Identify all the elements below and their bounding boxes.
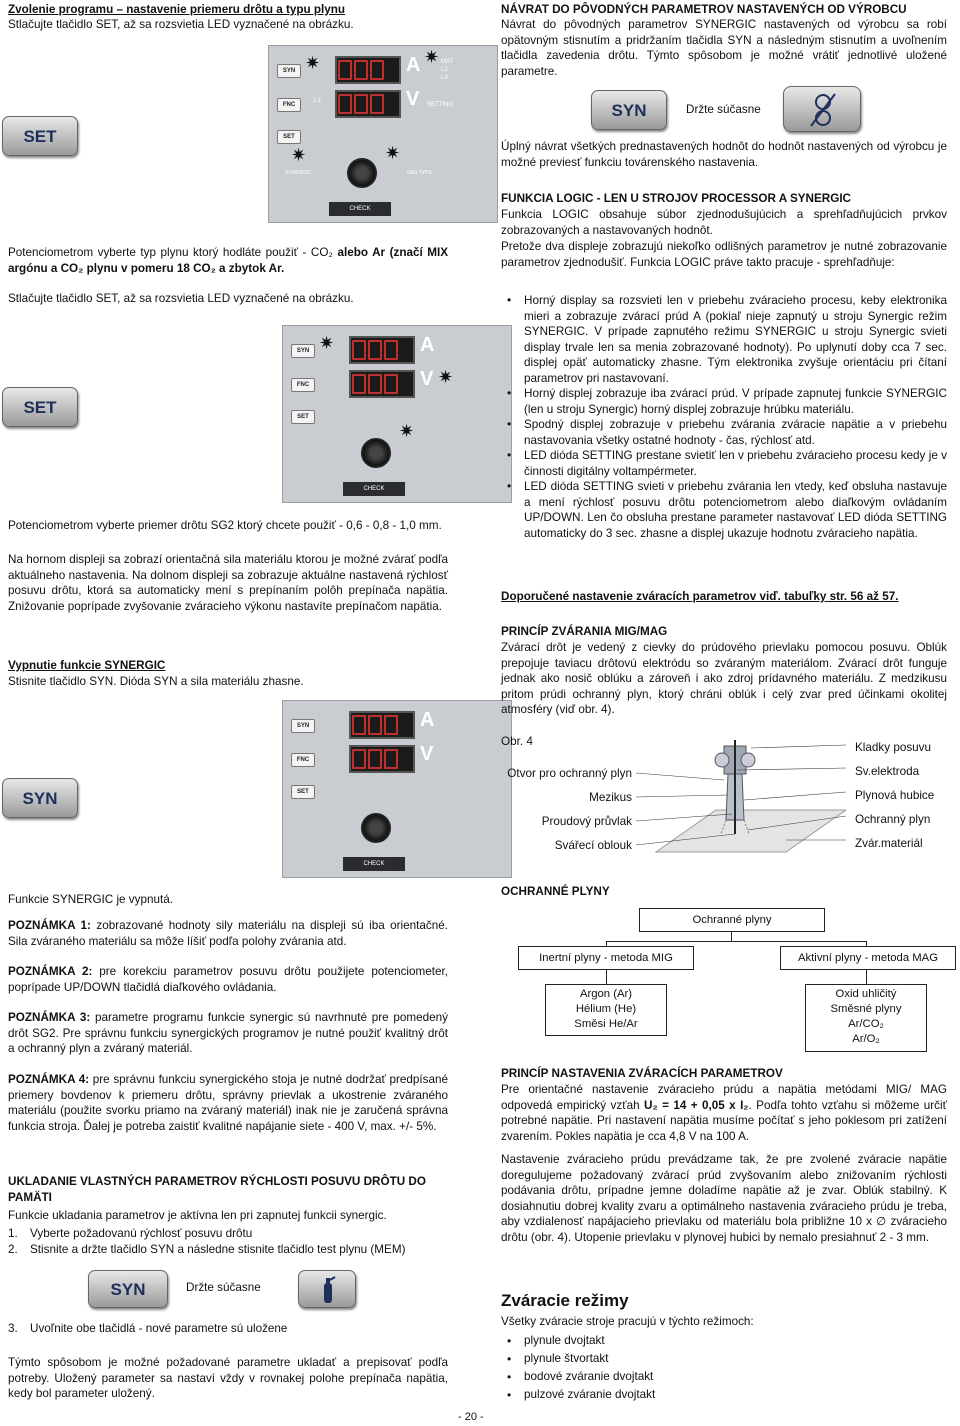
- fig-label: Ochranný plyn: [855, 813, 931, 826]
- left-paragraph-1: Stlačujte tlačidlo SET, až sa rozsvietia LED vyznačené na obrázku.: [8, 18, 354, 31]
- control-panel-3: [282, 700, 512, 878]
- note-1: POZNÁMKA 1: zobrazované hodnoty sily materiálu na displeji sú iba orientačné. Sila zváraného materiálu sa môže líšiť podľa polohy zvárania atd.: [8, 919, 448, 948]
- gas-root-box: Ochranné plyny: [639, 908, 825, 932]
- wire-feed-icon: [784, 87, 862, 133]
- list-item: • plynule dvojtakt: [501, 1332, 947, 1350]
- volt-label: V: [406, 88, 420, 110]
- synergic-label: SYNERGIC: [285, 170, 312, 176]
- top-display: [349, 711, 415, 739]
- setting-label: SETTING: [427, 102, 454, 108]
- right-paragraph-2: Úplný návrat všetkých prednastavených hodnôt do hodnôt nastavených od výrobcu je možné previesť funkciu továrenského nastavenia.: [501, 140, 947, 169]
- right-paragraph-6: Pre orientačné nastavenie zváracieho prúdu a napätia metódami MIG/ MAG odpovedá empirický vzťah U₂ = 14 + 0,05 x I₂. Podľa tohto vzťahu si môžeme určiť potrebné napätie. Pri nastavení napätia musíme počítať s jeho poklesom pri zatížení zvarením. Pokles napätia je cca 4,8 V na 100 A.: [501, 1083, 948, 1143]
- page-number: - 20 -: [458, 1411, 484, 1423]
- left-paragraph-3: Stlačujte tlačidlo SET, až sa rozsvietia LED vyznačené na obrázku.: [8, 292, 354, 305]
- amp-label: A: [420, 334, 435, 356]
- left-paragraph-6: Stisnite tlačidlo SYN. Dióda SYN a sila materiálu zhasne.: [8, 675, 304, 688]
- gas-active-list: Oxid uhličitý Směsné plyny Ar/CO₂ Ar/O₂: [805, 984, 927, 1052]
- right-heading-5: PRINCÍP NASTAVENIA ZVÁRACÍCH PARAMETROV: [501, 1067, 783, 1080]
- note-2: POZNÁMKA 2: pre korekciu parametrov posuvu drôtu použijete potenciometer, poprípade UP/DOWN tlačidlá diaľkového ovládania.: [8, 965, 448, 994]
- wire-feed-button[interactable]: [783, 86, 861, 132]
- list-item: • Spodný displej zobrazuje v priebehu zvárania zváracie napätie a v priebehu nastavovania všetky ostatné hodnoty - čas, rýchlosť atd.: [501, 417, 947, 448]
- connector: [606, 941, 866, 942]
- panel-syn-button[interactable]: SYN: [277, 64, 301, 78]
- right-paragraph-5: Zvárací drôt je vedený z cievky do prúdového prievlaku pomocou posuvu. Oblúk prepojuje taviacu drôtovú elektródu so zváraným materiálom. Zvárací drôt funguje jednak ako nosič oblúku a zároveň i ako zdroj prídavného materiálu. Z medzikusu pritom prúdi ochranný plyn, ktorý chráni oblúk i celý zvar pred účinkami okolitej atmosféry (viď obr. 4).: [501, 641, 947, 716]
- potentiometer-knob[interactable]: [361, 813, 391, 843]
- top-display: [335, 56, 401, 84]
- fig-label: Mezikus: [589, 791, 632, 804]
- left-heading-1: Zvolenie programu – nastavenie priemeru drôtu a typu plynu: [8, 3, 346, 16]
- right-paragraph-8: Všetky zváracie stroje pracujú v týchto režimoch:: [501, 1315, 754, 1328]
- right-heading-1: NÁVRAT DO PÔVODNÝCH PARAMETROV NASTAVENÝCH OD VÝROBCU: [501, 3, 907, 16]
- figure-left-labels: [496, 762, 632, 858]
- panel-set-button[interactable]: SET: [277, 130, 301, 144]
- list-item: • bodové zváranie dvojtakt: [501, 1368, 947, 1386]
- left-paragraph-2: Potenciometrom vyberte typ plynu ktorý hodláte použiť - CO₂ alebo Ar (značí MIX argónu a CO₂ plynu v pomeru 18 CO₂ a zbytok Ar.: [8, 246, 448, 275]
- mat-labels: MAT L2 L3: [441, 59, 454, 81]
- volt-label: V: [420, 368, 434, 390]
- right-heading-6: Zváracie režimy: [501, 1291, 629, 1310]
- list-item: • LED dióda SETTING svieti v priebehu zvárania len vtedy, keď obsluha nastavuje a mení rýchlosť posuvu drôtu potenciometrom alebo diaľkovým ovládaním UP/DOWN. Len čo obsluha prestane parameter nastavovať LED dióda SETTING automaticky do 3 sec. zhasne a displej ukazuje hodnotu zváracieho napätia.: [501, 479, 947, 541]
- step-3: 3. Uvoľnite obe tlačidlá - nové parametre sú uložene: [8, 1322, 288, 1335]
- set-button-large[interactable]: SET: [2, 116, 78, 156]
- note-4: POZNÁMKA 4: pre správnu funkciu synergického stoja je nutné dodržať predpísané priemery bovdenov k priemeru drôtu, správny prievlak a ukostrenie zváraného materiálu (použite svorku priamo na zváraný materiál) inak nie je zaručená správna funkcia stroja. Ďalej je potreba zaistiť kvalitné napájanie siete - 400 V, max. +/- 5%.: [8, 1073, 448, 1133]
- list-item: • Horný display sa rozsvieti len v priebehu zváracieho procesu, keby elektronika mieri a zobrazuje zvárací prúd A (pokiaľ nieje zapnutý u stroju Synergic režim SYNERGIC. V prípade zapnutého režimu SYNERGIC u stroju Synergic svieti display trvale len sa menia zobrazované hodnoty). Po uplynutí doby cca 7 sec. displej opäť automaticky zhasne. Tým elektronika zvyšuje orientáciu pri čítaní parametrov pri nastavovaní.: [501, 293, 947, 386]
- right-heading-3: PRINCÍP ZVÁRANIA MIG/MAG: [501, 625, 668, 638]
- modes-list: [501, 1332, 947, 1404]
- note-3: POZNÁMKA 3: parametre programu funkcie synergic sú navrhnuté pre pomedený drôt SG2. Pre správnu funkciu synergických programov je nutné použiť kvalitný drôt a ochranný plyn a zváraný materiál.: [8, 1011, 448, 1055]
- list-item: • LED dióda SETTING prestane svietiť len v priebehu zváracieho procesu kedy je v činnosti digitálny voltampérmeter.: [501, 448, 947, 479]
- syn-button-large[interactable]: SYN: [2, 778, 78, 818]
- gas-test-button[interactable]: [298, 1270, 356, 1308]
- amp-label: A: [406, 54, 421, 76]
- gastype-label: GAS TYPE: [407, 170, 432, 176]
- amp-label: A: [420, 709, 435, 731]
- led-star-icon: ✷: [438, 367, 454, 387]
- left-paragraph-8: Funkcie ukladania parametrov je aktívna len pri zapnutej funkcii synergic.: [8, 1209, 387, 1222]
- check-bar: CHECK: [343, 857, 405, 871]
- led-star-icon: ✷: [385, 143, 401, 163]
- panel-fnc-button[interactable]: FNC: [291, 753, 315, 767]
- control-panel-2: [282, 325, 512, 503]
- fig-label: Proudový průvlak: [541, 815, 632, 828]
- right-paragraph-4: Pretože dva displeje zobrazujú niekoľko odlišných parametrov je nutné zobrazovanie parametrov zjednodušiť. Funkcia LOGIC práve takto pracuje - sprehľadňuje:: [501, 240, 947, 269]
- bottom-display: [349, 370, 415, 398]
- gas-active-box: Aktivní plyny - metoda MAG: [780, 946, 956, 970]
- bottom-display: [349, 745, 415, 773]
- fig-label: Kladky posuvu: [855, 741, 932, 754]
- hold-label-right: Držte súčasne: [686, 103, 761, 116]
- left-paragraph-4: Potenciometrom vyberte priemer drôtu SG2 ktorý chcete použiť - 0,6 - 0,8 - 1,0 mm.: [8, 519, 442, 532]
- right-heading-4: OCHRANNÉ PLYNY: [501, 885, 610, 898]
- led-star-icon: ✷: [305, 53, 321, 73]
- set-button-large[interactable]: SET: [2, 387, 78, 427]
- list-item: 1. Vyberte požadovanú rýchlosť posuvu drôtu: [8, 1227, 253, 1240]
- welding-torch-diagram: [636, 740, 846, 855]
- control-panel-1: [268, 45, 498, 223]
- left-paragraph-7: Funkcie SYNERGIC je vypnutá.: [8, 893, 173, 906]
- fig-label: Plynová hubice: [855, 789, 935, 802]
- fig-label: Zvár.materiál: [855, 837, 923, 850]
- top-display: [349, 336, 415, 364]
- list-item: • pulzové zváranie dvojtakt: [501, 1386, 947, 1404]
- bottom-display: [335, 90, 401, 118]
- gas-inert-list: Argon (Ar) Hélium (He) Směsi He/Ar: [545, 984, 667, 1036]
- gas-cylinder-icon: [299, 1271, 357, 1309]
- right-paragraph-3: Funkcia LOGIC obsahuje súbor zjednodušujúcich a sprehľadňujúcich prvkov zobrazovaných a nastavovaných hodnôt.: [501, 208, 947, 237]
- dot-indicators: 1.1: [313, 98, 322, 104]
- figure-label: Obr. 4: [501, 735, 533, 748]
- fig-label: Sv.elektroda: [855, 765, 920, 778]
- left-heading-3: UKLADANIE VLASTNÝCH PARAMETROV RÝCHLOSTI POSUVU DRÔTU DO PAMÄTI: [8, 1175, 426, 1204]
- right-heading-2: FUNKCIA LOGIC - LEN U STROJOV PROCESSOR A SYNERGIC: [501, 192, 852, 205]
- list-item: • plynule štvortakt: [501, 1350, 947, 1368]
- panel-fnc-button[interactable]: FNC: [291, 378, 315, 392]
- led-star-icon: ✷: [424, 47, 440, 67]
- gas-inert-box: Inertní plyny - metoda MIG: [518, 946, 694, 970]
- connector: [866, 970, 867, 984]
- right-paragraph-1: Návrat do pôvodných parametrov SYNERGIC nastavených od výrobcu sa robí opätovným stisnutím a pridržaním tlačidla SYN a následným stisnutím a uvoľnením tlačidla zavedenia drôtu. Týmto spôsobom je možné vrátiť jednotlivé uložené parametre.: [501, 18, 947, 78]
- check-bar: CHECK: [329, 202, 391, 216]
- check-bar: CHECK: [343, 482, 405, 496]
- steps-list: [8, 1226, 448, 1257]
- left-heading-2: Vypnutie funkcie SYNERGIC: [8, 659, 166, 672]
- panel-syn-button[interactable]: SYN: [291, 719, 315, 733]
- left-paragraph-5: Na hornom displeji sa zobrazí orientačná sila materiálu ktorou je možné zvárať podľa aktuálneho nastavenia. Na dolnom displeji sa zobrazuje aktuálne nastavená rýchlosť posuvu drôtu, ktorá sa automaticky mení s prepínaním polôh prepínača napätia. Znižovanie poprípade zvyšovanie zváracieho výkonu nastavíte prepínačom napätia.: [8, 553, 448, 613]
- led-star-icon: ✷: [291, 145, 307, 165]
- connector: [606, 970, 607, 984]
- fig-label: Svářecí oblouk: [554, 839, 632, 852]
- syn-button-right[interactable]: SYN: [591, 90, 667, 130]
- hold-label-left: Držte súčasne: [186, 1281, 261, 1294]
- panel-set-button[interactable]: SET: [291, 410, 315, 424]
- syn-button-small[interactable]: SYN: [88, 1270, 168, 1308]
- volt-label: V: [420, 743, 434, 765]
- led-star-icon: ✷: [399, 421, 415, 441]
- fig-label: Otvor pro ochranný plyn: [507, 767, 632, 780]
- left-paragraph-9: Týmto spôsobom je možné požadované parametre ukladať a prepisovať podľa potreby. Uložený parameter sa nastaví vždy v rovnakej polohe prepínača napätia, kedy bol parameter uložený.: [8, 1356, 448, 1400]
- figure-right-labels: [855, 736, 934, 856]
- logic-bullets: [501, 293, 947, 541]
- list-item: 2. Stisnite a držte tlačidlo SYN a následne stisnite tlačidlo test plynu (MEM): [8, 1242, 406, 1256]
- right-paragraph-7: Nastavenie zváracieho prúdu prevádzame tak, že pre zvolené zváracie napätie doregulujeme požadovaný zvárací prúd zvyšovaním alebo znižovaním rýchlosti podávania drôtu, prípadne jemne doladíme napätie až je zvar. Oblúk stabilný. K dosiahnutiu dobrej kvality zvaru a optimálneho nastavenia zváracieho prúdu je treba, aby vzdialenosť napájacieho prievlaku od materiálu bola približne 10 x ∅ zváracieho drôtu (obr. 4). Utopenie prievlaku v plynovej hubici by nemalo presiahnuť 2 - 3 mm.: [501, 1153, 947, 1244]
- recommend-link[interactable]: Doporučené nastavenie zváracích parametrov viď. tabuľky str. 56 až 57.: [501, 590, 899, 603]
- potentiometer-knob[interactable]: [347, 158, 377, 188]
- led-star-icon: ✷: [319, 333, 335, 353]
- panel-set-button[interactable]: SET: [291, 785, 315, 799]
- panel-fnc-button[interactable]: FNC: [277, 98, 301, 112]
- panel-syn-button[interactable]: SYN: [291, 344, 315, 358]
- list-item: • Horný displej zobrazuje iba zvárací prúd. V prípade zapnutej funkcie SYNERGIC (len u stroju Synergic) horný displej zobrazuje hrúbku materiálu.: [501, 386, 947, 417]
- potentiometer-knob[interactable]: [361, 438, 391, 468]
